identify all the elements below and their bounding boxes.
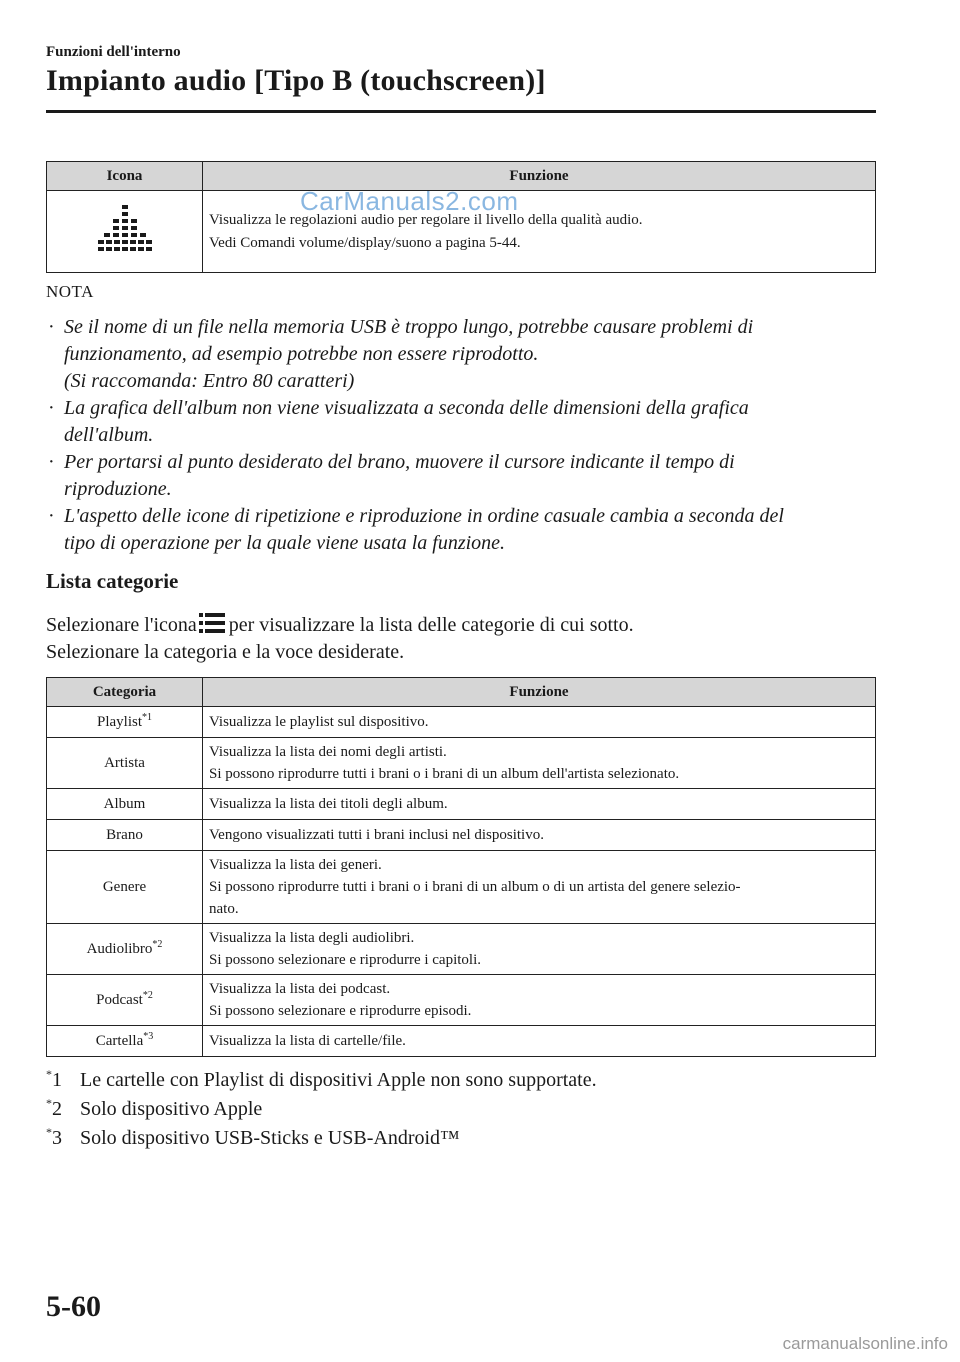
nota-list: [46, 314, 886, 557]
category-name: Album: [103, 796, 146, 812]
intro-paragraph: [46, 611, 634, 639]
function-text: Si possono riprodurre tutti i brani o i brani di un album o di un artista del genere selezio-: [209, 879, 741, 895]
footnote: [46, 1124, 597, 1153]
function-cell: [203, 924, 876, 975]
table-row: [47, 820, 876, 851]
footnote-text: Solo dispositivo USB-Sticks e USB-Android™: [80, 1127, 460, 1149]
footnote-text: Le cartelle con Playlist di dispositivi Apple non sono supportate.: [80, 1069, 597, 1091]
function-cell: [203, 1026, 876, 1057]
intro-text: Selezionare l'icona: [46, 614, 197, 636]
table-row: [47, 1026, 876, 1057]
function-column-header: Funzione: [203, 678, 876, 707]
footnotes: [46, 1066, 597, 1153]
function-column-header: Funzione: [203, 162, 876, 191]
function-text: Visualizza la lista dei nomi degli artisti.: [209, 744, 447, 760]
category-name: Cartella: [95, 1033, 144, 1049]
bullet-icon: ·: [48, 505, 55, 527]
category-cell: [47, 1026, 203, 1057]
list-icon: [199, 613, 225, 633]
function-cell: [203, 975, 876, 1026]
footnote-ref: *2: [152, 939, 163, 950]
function-text: nato.: [209, 901, 239, 917]
table-row: [47, 851, 876, 924]
category-table: [46, 677, 876, 1057]
function-text: Visualizza la lista di cartelle/file.: [209, 1033, 406, 1049]
section-label: Funzioni dell'interno: [46, 44, 181, 60]
page-title: Impianto audio [Tipo B (touchscreen)]: [46, 64, 546, 97]
table-row: [47, 738, 876, 789]
category-name: Playlist: [96, 714, 142, 730]
category-name: Brano: [106, 827, 143, 843]
category-cell: [47, 738, 203, 789]
table-row: [47, 789, 876, 820]
function-text: Si possono riprodurre tutti i brani o i brani di un album dell'artista selezionato.: [209, 766, 680, 782]
footnote-ref: *1: [142, 712, 152, 723]
category-cell: [47, 851, 203, 924]
footnote-star: *: [46, 1067, 52, 1081]
category-cell: [47, 975, 203, 1026]
intro-paragraph-2: Selezionare la categoria e la voce desiderate.: [46, 641, 405, 663]
note-line: riproduzione.: [64, 478, 172, 500]
intro-text: per visualizzare la lista delle categorie di cui sotto.: [228, 614, 634, 636]
list-item: [46, 314, 886, 395]
function-text: Si possono selezionare e riprodurre episodi.: [209, 1003, 472, 1019]
footnote: [46, 1095, 597, 1124]
category-name: Audiolibro: [86, 941, 153, 957]
note-line: La grafica dell'album non viene visualizzata a seconda delle dimensioni della grafica: [64, 397, 749, 419]
note-line: L'aspetto delle icone di ripetizione e riproduzione in ordine casuale cambia a seconda del: [64, 505, 784, 527]
footnote-star: *: [46, 1125, 52, 1139]
footnote-number: 3: [52, 1127, 62, 1149]
footnote-star: *: [46, 1096, 52, 1110]
list-item: [46, 395, 886, 449]
icon-function-table: [46, 161, 876, 273]
footer-site: carmanualsonline.info: [782, 1334, 948, 1353]
footnote-number: 2: [52, 1098, 62, 1120]
table-row: [47, 975, 876, 1026]
function-text: Visualizza le playlist sul dispositivo.: [209, 714, 429, 730]
note-line: Se il nome di un file nella memoria USB è troppo lungo, potrebbe causare problemi di: [64, 316, 754, 338]
bullet-icon: ·: [48, 397, 55, 419]
section-heading: Lista categorie: [46, 569, 179, 593]
function-text: Visualizza la lista dei generi.: [209, 857, 382, 873]
nota-title: NOTA: [46, 282, 94, 301]
note-line: tipo di operazione per la quale viene usata la funzione.: [64, 532, 506, 554]
category-cell: [47, 820, 203, 851]
icon-cell: [47, 191, 203, 273]
category-cell: [47, 789, 203, 820]
table-row: [47, 924, 876, 975]
note-line: dell'album.: [64, 424, 154, 446]
function-text: Visualizza la lista dei titoli degli album.: [209, 796, 448, 812]
footnote: [46, 1066, 597, 1095]
note-line: (Si raccomanda: Entro 80 caratteri): [64, 370, 355, 392]
note-line: Per portarsi al punto desiderato del brano, muovere il cursore indicante il tempo di: [64, 451, 735, 473]
category-cell: [47, 924, 203, 975]
function-cell: [203, 820, 876, 851]
function-text: Visualizza le regolazioni audio per regolare il livello della qualità audio.: [209, 211, 643, 228]
bullet-icon: ·: [48, 451, 55, 473]
function-cell: [203, 789, 876, 820]
function-text: Si possono selezionare e riprodurre i capitoli.: [209, 952, 482, 968]
category-name: Podcast: [96, 992, 143, 1008]
page-number: 5-60: [46, 1290, 101, 1323]
function-cell: [203, 851, 876, 924]
bullet-icon: ·: [48, 316, 55, 338]
function-cell: [203, 707, 876, 738]
category-name: Artista: [104, 755, 145, 771]
footnote-text: Solo dispositivo Apple: [80, 1098, 263, 1120]
table-row: [47, 707, 876, 738]
list-item: [46, 449, 886, 503]
equalizer-icon: [98, 205, 152, 251]
function-cell: [203, 738, 876, 789]
icon-column-header: Icona: [47, 162, 203, 191]
footnote-ref: *3: [143, 1031, 154, 1042]
function-text: Visualizza la lista dei podcast.: [209, 981, 391, 997]
footnote-ref: *2: [142, 990, 153, 1001]
title-divider: [46, 110, 876, 113]
function-text: Vedi Comandi volume/display/suono a pagina 5-44.: [209, 234, 521, 251]
category-cell: [47, 707, 203, 738]
note-line: funzionamento, ad esempio potrebbe non essere riprodotto.: [64, 343, 539, 365]
function-text: Visualizza la lista degli audiolibri.: [209, 930, 415, 946]
footnote-number: 1: [52, 1069, 62, 1091]
list-item: [46, 503, 886, 557]
watermark: CarManuals2.com: [300, 186, 519, 216]
function-text: Vengono visualizzati tutti i brani inclusi nel dispositivo.: [209, 827, 544, 843]
category-name: Genere: [102, 879, 147, 895]
category-column-header: Categoria: [47, 678, 203, 707]
